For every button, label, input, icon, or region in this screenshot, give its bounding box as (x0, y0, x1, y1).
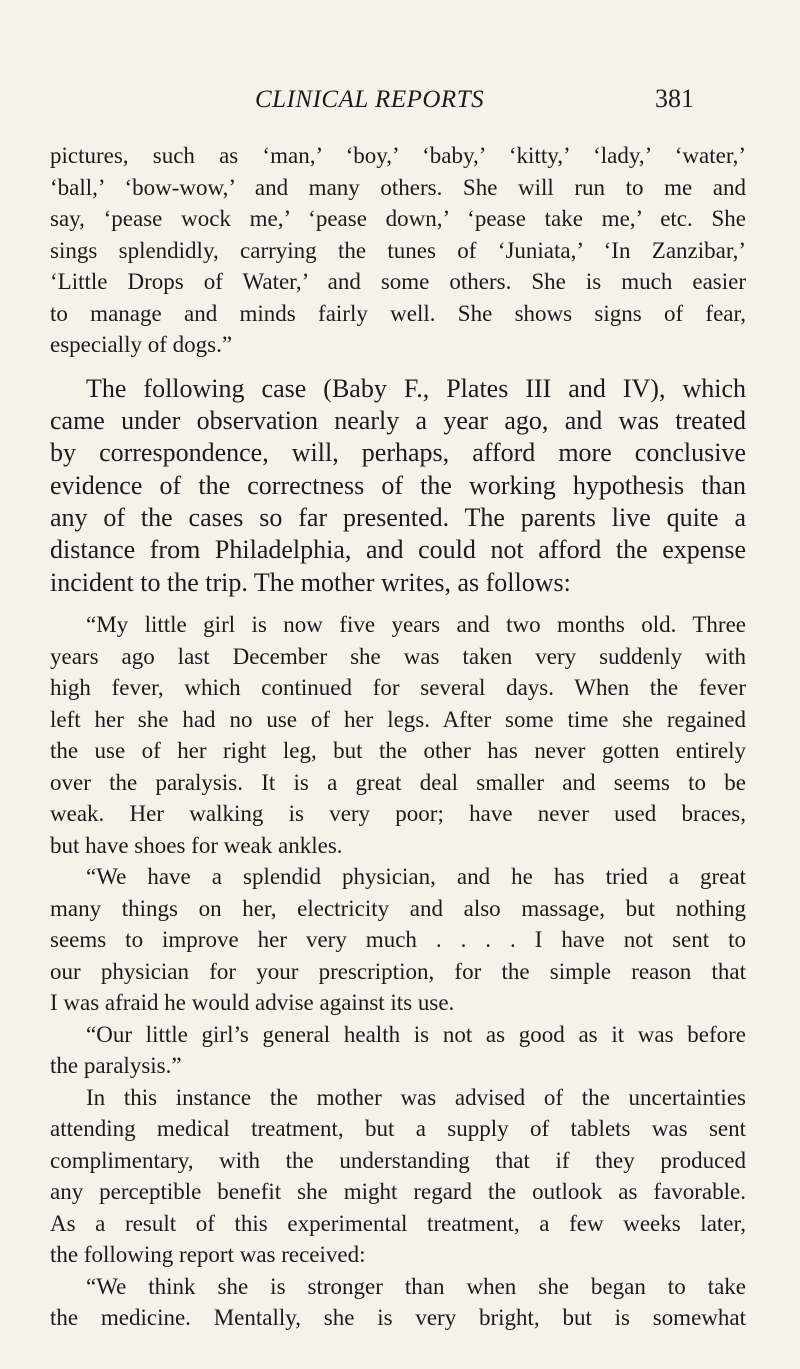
paragraph (50, 140, 746, 361)
text-line: over the paralysis. It is a great deal smaller and seems to be (50, 769, 746, 795)
text-line: years ago last December she was taken very suddenly with (50, 643, 746, 669)
text-line: In this instance the mother was advised of the uncertainties (86, 1084, 746, 1110)
text-line: weak. Her walking is very poor; have never used braces, (50, 801, 746, 827)
text-line: say, ‘pease wock me,’ ‘pease down,’ ‘pease take me,’ etc. She (50, 206, 746, 231)
page-number: 381 (655, 84, 694, 113)
text-line: “Our little girl’s general health is not as good as it was before (86, 1021, 746, 1047)
text-line: The following case (Baby F., Plates III and IV), which (86, 373, 746, 403)
text-line: seems to improve her very much . . . . I have not sent to (50, 927, 746, 953)
text-line: pictures, such as ‘man,’ ‘boy,’ ‘baby,’ ‘kitty,’ ‘lady,’ ‘water,’ (50, 143, 746, 168)
text-line: came under observation nearly a year ago, and was treated (50, 405, 746, 435)
paragraph-gap (50, 361, 746, 373)
text-line: distance from Philadelphia, and could not afford the expense (50, 535, 746, 565)
text-line: the use of her right leg, but the other has never gotten entirely (50, 738, 746, 764)
paragraph (50, 373, 746, 600)
text-line: any perceptible benefit she might regard the outlook as favorable. (50, 1179, 746, 1205)
text-line: the medicine. Mentally, she is very bright, but is somewhat (50, 1305, 746, 1331)
text-line: “My little girl is now five years and two months old. Three (86, 612, 746, 638)
text-line: left her she had no use of her legs. After some time she regained (50, 706, 746, 732)
text-line: but have shoes for weak ankles. (50, 832, 343, 858)
paragraph (50, 1082, 746, 1271)
text-line: I was afraid he would advise against its use. (50, 990, 455, 1016)
running-head: CLINICAL REPORTS (255, 86, 485, 113)
text-line: the paralysis.” (50, 1053, 182, 1079)
paragraph-gap (50, 599, 746, 609)
quoted-letter (50, 1271, 746, 1334)
text-line: ‘Little Drops of Water,’ and some others. She is much easier (50, 269, 746, 294)
text-line: especially of dogs.” (50, 332, 233, 357)
page-body (50, 140, 746, 1334)
quoted-letter (50, 609, 746, 1082)
text-line: the following report was received: (50, 1242, 366, 1268)
text-line: high fever, which continued for several days. When the fever (50, 675, 746, 701)
text-line: “We have a splendid physician, and he has tried a great (86, 864, 746, 890)
text-line: evidence of the correctness of the working hypothesis than (50, 470, 746, 500)
text-line: incident to the trip. The mother writes, as follows: (50, 567, 571, 597)
text-line: complimentary, with the understanding that if they produced (50, 1147, 746, 1173)
text-line: ‘ball,’ ‘bow-wow,’ and many others. She will run to me and (50, 174, 746, 200)
text-line: our physician for your prescription, for the simple reason that (50, 958, 746, 984)
text-line: by correspondence, will, perhaps, afford more conclusive (50, 438, 746, 468)
text-line: “We think she is stronger than when she began to take (86, 1273, 746, 1299)
text-line: sings splendidly, carrying the tunes of ‘Juniata,’ ‘In Zanzibar,’ (50, 237, 746, 263)
text-line: attending medical treatment, but a supply of tablets was sent (50, 1116, 746, 1142)
text-line: many things on her, electricity and also massage, but nothing (50, 895, 746, 921)
text-line: to manage and minds fairly well. She shows signs of fear, (50, 300, 746, 326)
text-line: any of the cases so far presented. The parents live quite a (50, 503, 746, 533)
text-line: As a result of this experimental treatment, a few weeks later, (50, 1210, 746, 1236)
